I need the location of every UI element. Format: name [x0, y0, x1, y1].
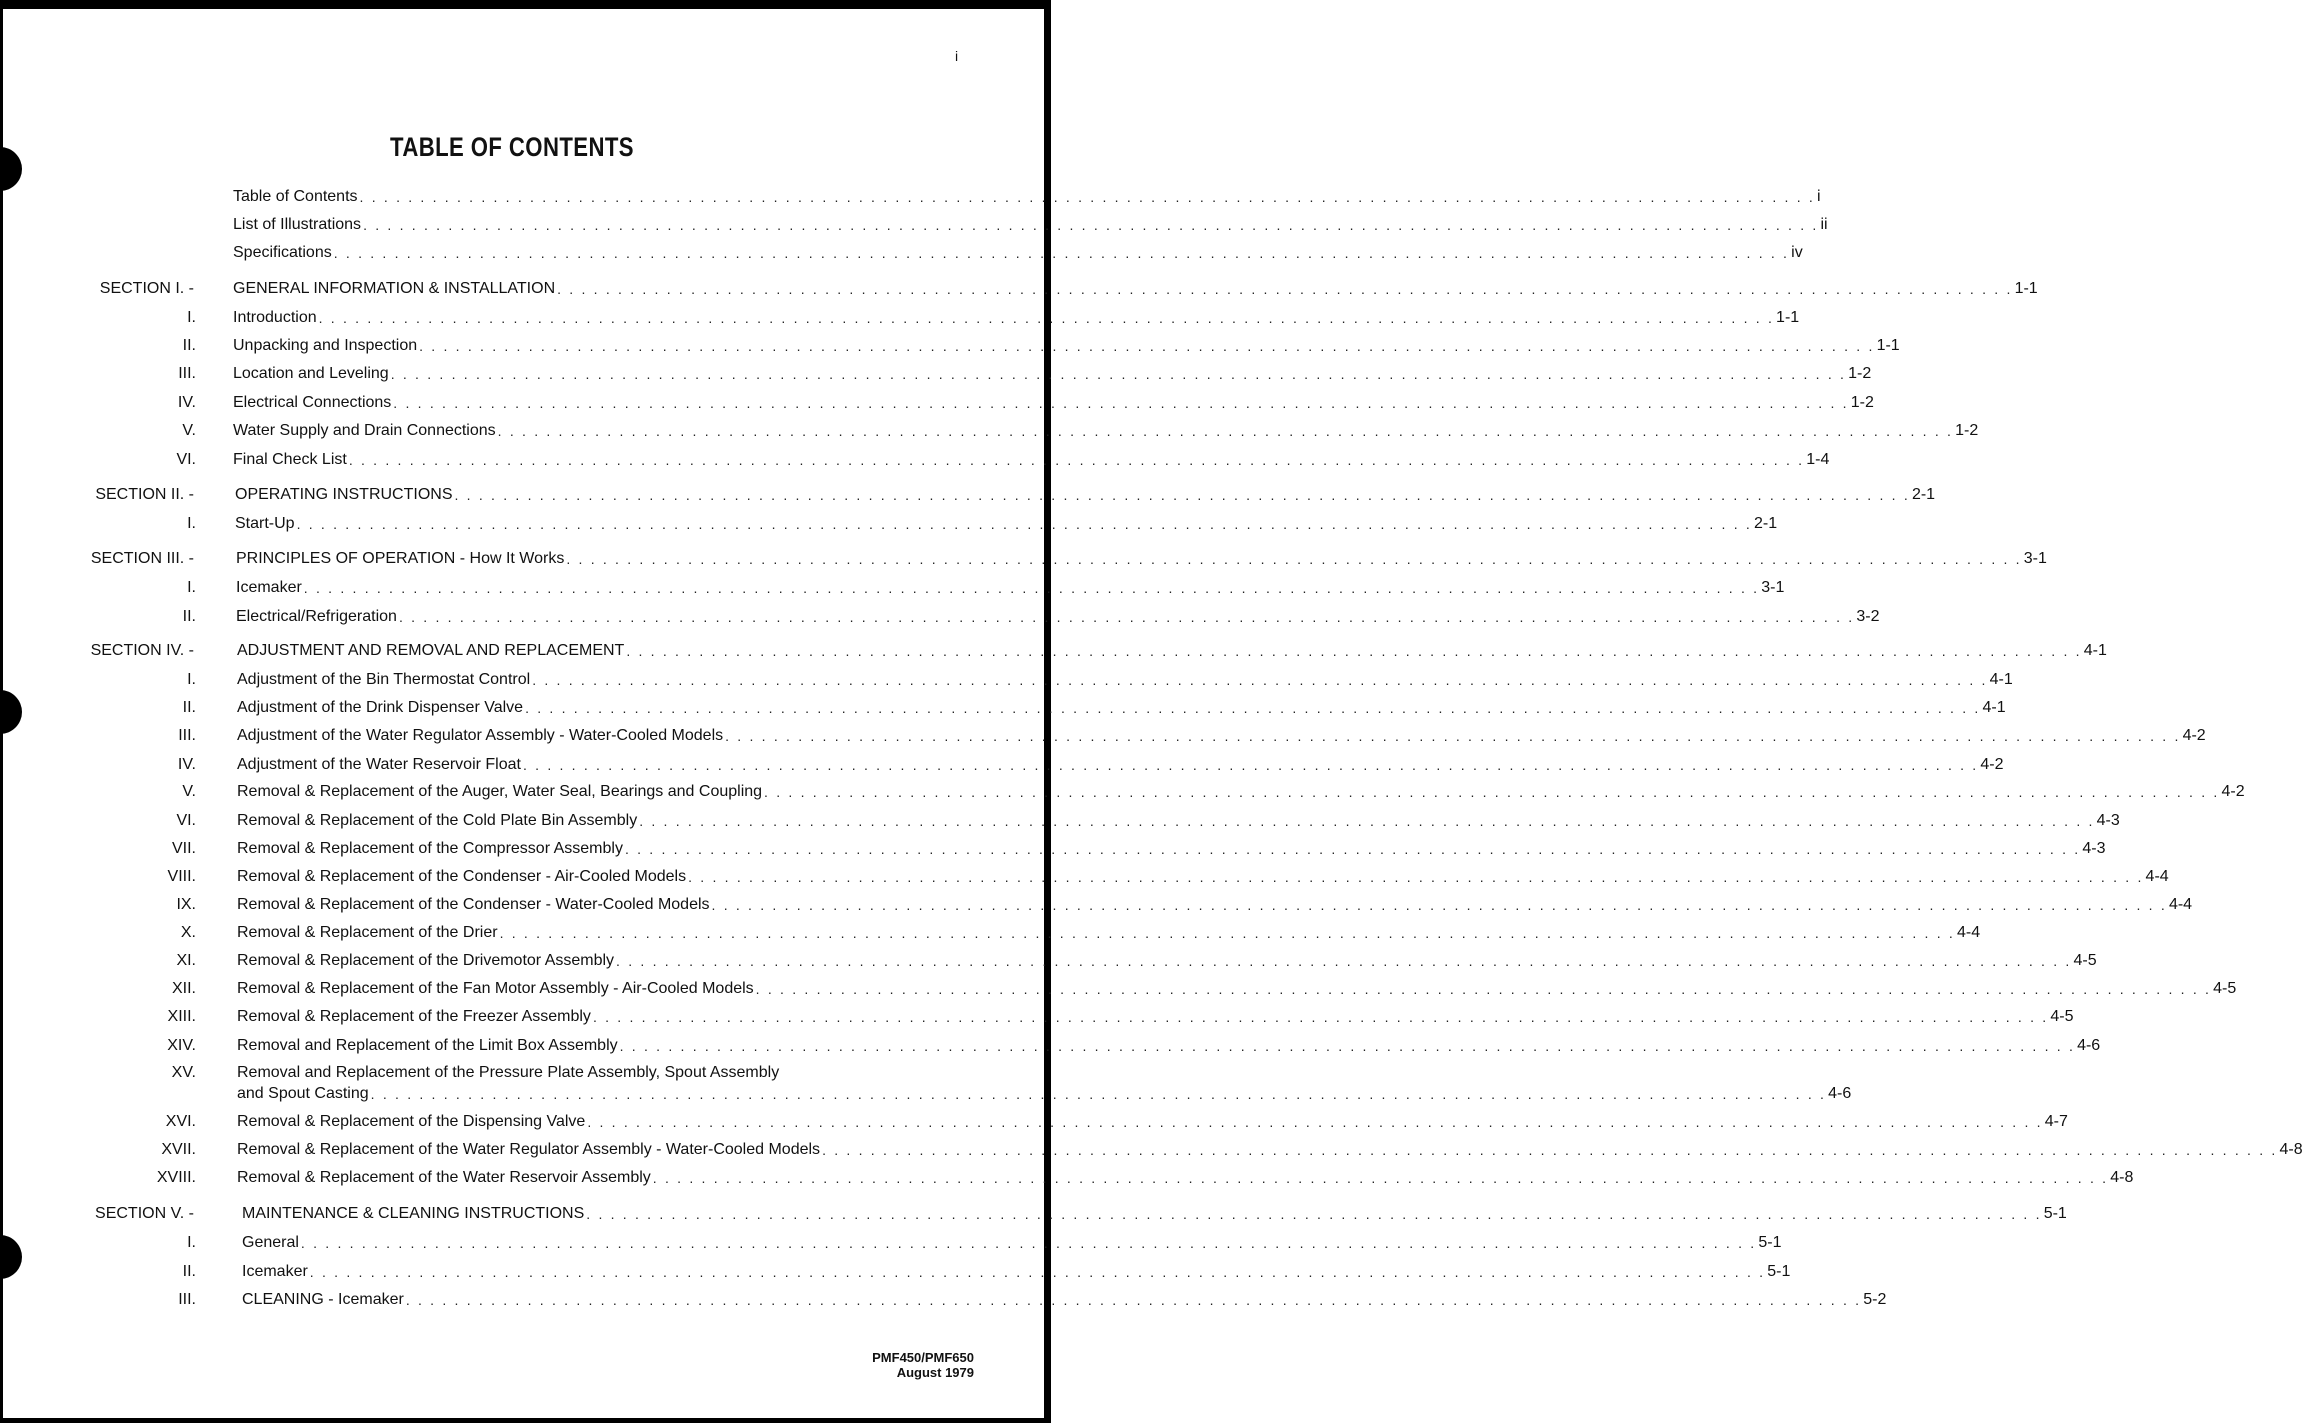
item-label: Adjustment of the Water Regulator Assembly - Water-Cooled Models: [237, 727, 724, 744]
dot-leader: . . . . . . . . . . . . . . . . . . . . . . . . . . . . . . . . . . . . . . . . . . . . . . . . . . . . . . . . . . . . . . . . . . . . . . . . . . . . . . . . . . . . . . . . . . . . . . . . . . . . . . . . . . . . . . . . . . . . . . . .: [303, 580, 1760, 596]
item-page: 4-1: [1989, 671, 2013, 688]
section-label: SECTION IV. -: [90, 642, 194, 659]
section-title-page: 2-1: [1911, 486, 1936, 503]
item-page: 4-4: [2168, 896, 2193, 913]
toc-item-row: [0, 308, 1800, 334]
item-number: I.: [187, 1234, 196, 1251]
item-number: I.: [187, 579, 196, 596]
item-page: 4-8: [2110, 1169, 2134, 1186]
item-entry: [237, 1168, 2134, 1188]
toc-item-row: [0, 514, 1778, 540]
toc-item-row: [0, 450, 1830, 476]
item-page: 4-7: [2044, 1113, 2068, 1130]
item-label: Removal & Replacement of the Freezer Assembly: [237, 1008, 591, 1025]
item-number: XI.: [176, 952, 196, 969]
item-entry: [237, 755, 2004, 775]
item-number: I.: [187, 309, 196, 326]
item-entry: [235, 514, 1778, 534]
dot-leader: . . . . . . . . . . . . . . . . . . . . . . . . . . . . . . . . . . . . . . . . . . . . . . . . . . . . . . . . . . . . . . . . . . . . . . . . . . . . . . . . . . . . . . . . . . . . . . . . . . . . . . . . . . . . . . . . . . . . . . . .: [711, 897, 2167, 913]
item-entry: [233, 450, 1830, 470]
dot-leader: . . . . . . . . . . . . . . . . . . . . . . . . . . . . . . . . . . . . . . . . . . . . . . . . . . . . . . . . . . . . . . . . . . . . . . . . . . . . . . . . . . . . . . . . . . . . . . . . . . . . . . . . . . . . . . . . . . . . . . . .: [363, 217, 1819, 233]
item-page: 5-1: [1767, 1263, 1791, 1280]
toc-row-front-matter: [0, 243, 1803, 269]
item-number: XVI.: [165, 1113, 196, 1130]
section-title-page: 3-1: [2023, 550, 2047, 567]
section-label: SECTION III. -: [90, 550, 194, 567]
item-entry: [237, 1036, 2101, 1056]
dot-leader: . . . . . . . . . . . . . . . . . . . . . . . . . . . . . . . . . . . . . . . . . . . . . . . . . . . . . . . . . . . . . . . . . . . . . . . . . . . . . . . . . . . . . . . . . . . . . . . . . . . . . . . . . . . . . . . . . . . . . . . .: [688, 869, 2144, 885]
item-page: 4-2: [2221, 783, 2245, 800]
toc-item-row: [0, 726, 2206, 752]
item-label: Water Supply and Drain Connections: [233, 422, 496, 439]
toc-item-row: [0, 698, 2006, 724]
item-number: XVIII.: [156, 1169, 196, 1186]
item-label: Adjustment of the Drink Dispenser Valve: [237, 699, 524, 716]
dot-leader: . . . . . . . . . . . . . . . . . . . . . . . . . . . . . . . . . . . . . . . . . . . . . . . . . . . . . . . . . . . . . . . . . . . . . . . . . . . . . . . . . . . . . . . . . . . . . . . . . . . . . . . . . . . . . . . . . . . . . . . .: [755, 981, 2212, 997]
dot-leader: . . . . . . . . . . . . . . . . . . . . . . . . . . . . . . . . . . . . . . . . . . . . . . . . . . . . . . . . . . . . . . . . . . . . . . . . . . . . . . . . . . . . . . . . . . . . . . . . . . . . . . . . . . . . . . . . . . . . . . . .: [499, 925, 1955, 941]
item-number: II.: [182, 608, 196, 625]
item-label: Electrical Connections: [233, 394, 392, 411]
item-entry: [237, 670, 2013, 690]
section-title-label: GENERAL INFORMATION & INSTALLATION: [233, 280, 556, 297]
item-entry: [233, 364, 1872, 384]
toc-item-row: [0, 782, 2245, 808]
toc-item-row: [0, 393, 1874, 419]
toc-item-row: [0, 1063, 1852, 1109]
binder-hole: [0, 147, 22, 191]
item-number: X.: [180, 924, 196, 941]
item-label: Adjustment of the Water Reservoir Float: [237, 756, 521, 773]
section-title-page: 1-1: [2014, 280, 2038, 297]
item-entry: [236, 578, 1785, 598]
front-matter-page: iv: [1791, 244, 1803, 261]
dot-leader: . . . . . . . . . . . . . . . . . . . . . . . . . . . . . . . . . . . . . . . . . . . . . . . . . . . . . . . . . . . . . . . . . . . . . . . . . . . . . . . . . . . . . . . . . . . . . . . . . . . . . . . . . . . . . . . . . . . . . . . .: [566, 551, 2022, 567]
toc-item-row: [0, 1290, 1887, 1316]
toc-item-row: [0, 421, 1979, 447]
toc-item-row: [0, 1140, 2303, 1166]
toc-item-row: [0, 1262, 1791, 1288]
item-entry: [237, 923, 1981, 943]
dot-leader: . . . . . . . . . . . . . . . . . . . . . . . . . . . . . . . . . . . . . . . . . . . . . . . . . . . . . . . . . . . . . . . . . . . . . . . . . . . . . . . . . . . . . . . . . . . . . . . . . . . . . . . . . . . . . . . . . . . . . . . .: [522, 757, 1979, 773]
item-label: Removal & Replacement of the Water Reservoir Assembly: [237, 1169, 651, 1186]
item-page: 5-1: [1758, 1234, 1782, 1251]
scan-edge-top: [0, 0, 1051, 9]
dot-leader: . . . . . . . . . . . . . . . . . . . . . . . . . . . . . . . . . . . . . . . . . . . . . . . . . . . . . . . . . . . . . . . . . . . . . . . . . . . . . . . . . . . . . . . . . . . . . . . . . . . . . . . . . . . . . . . . . . . . . . . .: [587, 1114, 2043, 1130]
item-label: Icemaker: [242, 1263, 308, 1280]
section-title-label: ADJUSTMENT AND REMOVAL AND REPLACEMENT: [237, 642, 625, 659]
item-page: 5-2: [1863, 1291, 1887, 1308]
item-label: General: [242, 1234, 299, 1251]
item-page: 4-6: [2077, 1037, 2101, 1054]
item-entry: [237, 1084, 1852, 1104]
dot-leader: . . . . . . . . . . . . . . . . . . . . . . . . . . . . . . . . . . . . . . . . . . . . . . . . . . . . . . . . . . . . . . . . . . . . . . . . . . . . . . . . . . . . . . . . . . . . . . . . . . . . . . . . . . . . . . . . . . . . . . . .: [764, 784, 2220, 800]
item-page: 1-4: [1806, 451, 1830, 468]
toc-section-row: [0, 641, 2107, 667]
section-title-entry: [242, 1204, 2067, 1224]
dot-leader: . . . . . . . . . . . . . . . . . . . . . . . . . . . . . . . . . . . . . . . . . . . . . . . . . . . . . . . . . . . . . . . . . . . . . . . . . . . . . . . . . . . . . . . . . . . . . . . . . . . . . . . . . . . . . . . . . . . . . . . .: [398, 609, 1855, 625]
item-number: XII.: [171, 980, 196, 997]
toc-item-row: [0, 1168, 2134, 1194]
scan-edge-bottom: [0, 1418, 1051, 1423]
dot-leader: . . . . . . . . . . . . . . . . . . . . . . . . . . . . . . . . . . . . . . . . . . . . . . . . . . . . . . . . . . . . . . . . . . . . . . . . . . . . . . . . . . . . . . . . . . . . . . . . . . . . . . . . . . . . . . . . . . . . . . . .: [639, 813, 2095, 829]
toc-item-row: [0, 839, 2106, 865]
footer-date: August 1979: [896, 1365, 974, 1380]
item-page: 1-2: [1955, 422, 1979, 439]
front-matter-entry: [233, 187, 1821, 207]
item-label: Location and Leveling: [233, 365, 389, 382]
item-label: Icemaker: [236, 579, 302, 596]
section-title-page: 4-1: [2083, 642, 2107, 659]
dot-leader: . . . . . . . . . . . . . . . . . . . . . . . . . . . . . . . . . . . . . . . . . . . . . . . . . . . . . . . . . . . . . . . . . . . . . . . . . . . . . . . . . . . . . . . . . . . . . . . . . . . . . . . . . . . . . . . . . . . . . . . .: [333, 245, 1790, 261]
item-page: 3-2: [1856, 608, 1880, 625]
item-label: Removal & Replacement of the Dispensing Valve: [237, 1113, 586, 1130]
section-title-entry: [235, 485, 1936, 505]
item-number: III.: [178, 1291, 196, 1308]
item-number: I.: [187, 671, 196, 688]
dot-leader: . . . . . . . . . . . . . . . . . . . . . . . . . . . . . . . . . . . . . . . . . . . . . . . . . . . . . . . . . . . . . . . . . . . . . . . . . . . . . . . . . . . . . . . . . . . . . . . . . . . . . . . . . . . . . . . . . . . . . . . .: [393, 395, 1849, 411]
toc-item-row: [0, 364, 1872, 390]
item-page: 4-3: [2096, 812, 2120, 829]
toc-item-row: [0, 895, 2193, 921]
section-title-label: MAINTENANCE & CLEANING INSTRUCTIONS: [242, 1205, 585, 1222]
item-entry: [237, 951, 2097, 971]
item-label: Removal & Replacement of the Condenser - Water-Cooled Models: [237, 896, 710, 913]
toc-item-row: [0, 811, 2120, 837]
item-number: XVII.: [161, 1141, 196, 1158]
item-label: Removal and Replacement of the Limit Box Assembly: [237, 1037, 618, 1054]
toc-item-row: [0, 979, 2237, 1005]
item-page: 4-5: [2073, 952, 2097, 969]
dot-leader: . . . . . . . . . . . . . . . . . . . . . . . . . . . . . . . . . . . . . . . . . . . . . . . . . . . . . . . . . . . . . . . . . . . . . . . . . . . . . . . . . . . . . . . . . . . . . . . . . . . . . . . . . . . . . . . . . . . . . . . .: [454, 487, 1910, 503]
toc-item-row: [0, 755, 2004, 781]
item-page: 4-6: [1828, 1085, 1852, 1102]
item-page: 4-5: [2213, 980, 2237, 997]
dot-leader: . . . . . . . . . . . . . . . . . . . . . . . . . . . . . . . . . . . . . . . . . . . . . . . . . . . . . . . . . . . . . . . . . . . . . . . . . . . . . . . . . . . . . . . . . . . . . . . . . . . . . . . . . . . . . . . . . . . . . . . .: [822, 1142, 2278, 1158]
dot-leader: . . . . . . . . . . . . . . . . . . . . . . . . . . . . . . . . . . . . . . . . . . . . . . . . . . . . . . . . . . . . . . . . . . . . . . . . . . . . . . . . . . . . . . . . . . . . . . . . . . . . . . . . . . . . . . . . . . . . . . . .: [370, 1086, 1827, 1102]
dot-leader: . . . . . . . . . . . . . . . . . . . . . . . . . . . . . . . . . . . . . . . . . . . . . . . . . . . . . . . . . . . . . . . . . . . . . . . . . . . . . . . . . . . . . . . . . . . . . . . . . . . . . . . . . . . . . . . . . . . . . . . .: [390, 366, 1847, 382]
item-entry: [242, 1233, 1782, 1253]
item-label: Electrical/Refrigeration: [236, 608, 397, 625]
dot-leader: . . . . . . . . . . . . . . . . . . . . . . . . . . . . . . . . . . . . . . . . . . . . . . . . . . . . . . . . . . . . . . . . . . . . . . . . . . . . . . . . . . . . . . . . . . . . . . . . . . . . . . . . . . . . . . . . . . . . . . . .: [405, 1292, 1862, 1308]
item-number: II.: [182, 337, 196, 354]
toc-item-row: [0, 1233, 1782, 1259]
dot-leader: . . . . . . . . . . . . . . . . . . . . . . . . . . . . . . . . . . . . . . . . . . . . . . . . . . . . . . . . . . . . . . . . . . . . . . . . . . . . . . . . . . . . . . . . . . . . . . . . . . . . . . . . . . . . . . . . . . . . . . . .: [296, 516, 1753, 532]
dot-leader: . . . . . . . . . . . . . . . . . . . . . . . . . . . . . . . . . . . . . . . . . . . . . . . . . . . . . . . . . . . . . . . . . . . . . . . . . . . . . . . . . . . . . . . . . . . . . . . . . . . . . . . . . . . . . . . . . . . . . . . .: [532, 672, 1988, 688]
item-number: XV.: [171, 1064, 196, 1081]
dot-leader: . . . . . . . . . . . . . . . . . . . . . . . . . . . . . . . . . . . . . . . . . . . . . . . . . . . . . . . . . . . . . . . . . . . . . . . . . . . . . . . . . . . . . . . . . . . . . . . . . . . . . . . . . . . . . . . . . . . . . . . .: [616, 953, 2072, 969]
item-entry: [242, 1262, 1791, 1282]
section-label: SECTION V. -: [95, 1205, 194, 1222]
front-matter-label: Specifications: [233, 244, 332, 261]
item-label: Removal & Replacement of the Water Regulator Assembly - Water-Cooled Models: [237, 1141, 821, 1158]
item-page: 1-2: [1848, 365, 1872, 382]
toc-item-row: [0, 1036, 2101, 1062]
section-title-entry: [237, 641, 2107, 661]
item-label: Start-Up: [235, 515, 295, 532]
item-entry: [237, 1112, 2068, 1132]
item-page: 1-1: [1876, 337, 1900, 354]
item-page: 4-3: [2082, 840, 2106, 857]
item-page: 4-8: [2279, 1141, 2303, 1158]
toc-item-row: [0, 1007, 2074, 1033]
toc-item-row: [0, 951, 2097, 977]
dot-leader: . . . . . . . . . . . . . . . . . . . . . . . . . . . . . . . . . . . . . . . . . . . . . . . . . . . . . . . . . . . . . . . . . . . . . . . . . . . . . . . . . . . . . . . . . . . . . . . . . . . . . . . . . . . . . . . . . . . . . . . .: [592, 1009, 2049, 1025]
item-entry: [237, 1007, 2074, 1027]
dot-leader: . . . . . . . . . . . . . . . . . . . . . . . . . . . . . . . . . . . . . . . . . . . . . . . . . . . . . . . . . . . . . . . . . . . . . . . . . . . . . . . . . . . . . . . . . . . . . . . . . . . . . . . . . . . . . . . . . . . . . . . .: [525, 700, 1981, 716]
item-page: 1-2: [1850, 394, 1874, 411]
item-label: Removal & Replacement of the Drier: [237, 924, 498, 941]
section-label: SECTION II. -: [95, 486, 194, 503]
item-number: XIII.: [167, 1008, 196, 1025]
dot-leader: . . . . . . . . . . . . . . . . . . . . . . . . . . . . . . . . . . . . . . . . . . . . . . . . . . . . . . . . . . . . . . . . . . . . . . . . . . . . . . . . . . . . . . . . . . . . . . . . . . . . . . . . . . . . . . . . . . . . . . . .: [586, 1206, 2042, 1222]
item-number: IV.: [177, 756, 196, 773]
dot-leader: . . . . . . . . . . . . . . . . . . . . . . . . . . . . . . . . . . . . . . . . . . . . . . . . . . . . . . . . . . . . . . . . . . . . . . . . . . . . . . . . . . . . . . . . . . . . . . . . . . . . . . . . . . . . . . . . . . . . . . . .: [318, 310, 1775, 326]
page-title: TABLE OF CONTENTS: [390, 132, 634, 162]
toc-item-row: [0, 336, 1900, 362]
item-entry: [233, 336, 1900, 356]
item-number: VI.: [176, 451, 196, 468]
item-page: 4-4: [2145, 868, 2169, 885]
item-label: Removal & Replacement of the Cold Plate Bin Assembly: [237, 812, 638, 829]
item-label: Adjustment of the Bin Thermostat Control: [237, 671, 531, 688]
dot-leader: . . . . . . . . . . . . . . . . . . . . . . . . . . . . . . . . . . . . . . . . . . . . . . . . . . . . . . . . . . . . . . . . . . . . . . . . . . . . . . . . . . . . . . . . . . . . . . . . . . . . . . . . . . . . . . . . . . . . . . . .: [725, 728, 2181, 744]
dot-leader: . . . . . . . . . . . . . . . . . . . . . . . . . . . . . . . . . . . . . . . . . . . . . . . . . . . . . . . . . . . . . . . . . . . . . . . . . . . . . . . . . . . . . . . . . . . . . . . . . . . . . . . . . . . . . . . . . . . . . . . .: [624, 841, 2081, 857]
page-number: i: [955, 48, 959, 64]
dot-leader: . . . . . . . . . . . . . . . . . . . . . . . . . . . . . . . . . . . . . . . . . . . . . . . . . . . . . . . . . . . . . . . . . . . . . . . . . . . . . . . . . . . . . . . . . . . . . . . . . . . . . . . . . . . . . . . . . . . . . . . .: [652, 1170, 2109, 1186]
item-entry: [237, 867, 2169, 887]
section-title-entry: [233, 279, 2038, 299]
item-entry: [242, 1290, 1887, 1310]
front-matter-label: List of Illustrations: [233, 216, 362, 233]
item-label: Removal & Replacement of the Fan Motor Assembly - Air-Cooled Models: [237, 980, 754, 997]
item-number: I.: [187, 515, 196, 532]
dot-leader: . . . . . . . . . . . . . . . . . . . . . . . . . . . . . . . . . . . . . . . . . . . . . . . . . . . . . . . . . . . . . . . . . . . . . . . . . . . . . . . . . . . . . . . . . . . . . . . . . . . . . . . . . . . . . . . . . . . . . . . .: [626, 643, 2082, 659]
toc-item-row: [0, 578, 1785, 604]
item-label: Removal & Replacement of the Condenser - Air-Cooled Models: [237, 868, 687, 885]
item-entry: [237, 979, 2237, 999]
dot-leader: . . . . . . . . . . . . . . . . . . . . . . . . . . . . . . . . . . . . . . . . . . . . . . . . . . . . . . . . . . . . . . . . . . . . . . . . . . . . . . . . . . . . . . . . . . . . . . . . . . . . . . . . . . . . . . . . . . . . . . . .: [300, 1235, 1757, 1251]
section-title-page: 5-1: [2043, 1205, 2067, 1222]
footer: [838, 1350, 974, 1380]
item-number: VII.: [171, 840, 196, 857]
item-number: III.: [178, 365, 196, 382]
item-number: II.: [182, 1263, 196, 1280]
item-number: III.: [178, 727, 196, 744]
dot-leader: . . . . . . . . . . . . . . . . . . . . . . . . . . . . . . . . . . . . . . . . . . . . . . . . . . . . . . . . . . . . . . . . . . . . . . . . . . . . . . . . . . . . . . . . . . . . . . . . . . . . . . . . . . . . . . . . . . . . . . . .: [419, 338, 1875, 354]
item-page: 1-1: [1776, 309, 1800, 326]
item-entry: [233, 393, 1874, 413]
dot-leader: . . . . . . . . . . . . . . . . . . . . . . . . . . . . . . . . . . . . . . . . . . . . . . . . . . . . . . . . . . . . . . . . . . . . . . . . . . . . . . . . . . . . . . . . . . . . . . . . . . . . . . . . . . . . . . . . . . . . . . . .: [619, 1038, 2076, 1054]
section-title-label: PRINCIPLES OF OPERATION - How It Works: [236, 550, 565, 567]
item-number: IX.: [176, 896, 196, 913]
footer-model: PMF450/PMF650: [872, 1350, 974, 1365]
toc-row-front-matter: [0, 215, 1828, 241]
toc-section-row: [0, 1204, 2067, 1230]
item-number: IV.: [177, 394, 196, 411]
item-number: II.: [182, 699, 196, 716]
dot-leader: . . . . . . . . . . . . . . . . . . . . . . . . . . . . . . . . . . . . . . . . . . . . . . . . . . . . . . . . . . . . . . . . . . . . . . . . . . . . . . . . . . . . . . . . . . . . . . . . . . . . . . . . . . . . . . . . . . . . . . . .: [359, 189, 1815, 205]
front-matter-page: i: [1816, 188, 1821, 205]
item-number: VI.: [176, 812, 196, 829]
item-page: 4-5: [2050, 1008, 2074, 1025]
toc-item-row: [0, 867, 2169, 893]
item-number: VIII.: [167, 868, 196, 885]
item-label: Unpacking and Inspection: [233, 337, 418, 354]
item-label: Introduction: [233, 309, 317, 326]
front-matter-entry: [233, 215, 1828, 235]
toc-section-row: [0, 549, 2047, 575]
item-page: 3-1: [1761, 579, 1785, 596]
toc-item-row: [0, 607, 1880, 633]
item-number: V.: [182, 422, 196, 439]
section-title-entry: [236, 549, 2047, 569]
dot-leader: . . . . . . . . . . . . . . . . . . . . . . . . . . . . . . . . . . . . . . . . . . . . . . . . . . . . . . . . . . . . . . . . . . . . . . . . . . . . . . . . . . . . . . . . . . . . . . . . . . . . . . . . . . . . . . . . . . . . . . . .: [348, 452, 1805, 468]
item-page: 4-2: [2182, 727, 2206, 744]
item-page: 2-1: [1754, 515, 1778, 532]
dot-leader: . . . . . . . . . . . . . . . . . . . . . . . . . . . . . . . . . . . . . . . . . . . . . . . . . . . . . . . . . . . . . . . . . . . . . . . . . . . . . . . . . . . . . . . . . . . . . . . . . . . . . . . . . . . . . . . . . . . . . . . .: [497, 423, 1954, 439]
item-entry: [233, 421, 1979, 441]
item-entry: [236, 607, 1880, 627]
toc-item-row: [0, 1112, 2068, 1138]
item-label: Removal & Replacement of the Auger, Water Seal, Bearings and Coupling: [237, 783, 763, 800]
item-label: CLEANING - Icemaker: [242, 1291, 404, 1308]
item-entry: [237, 811, 2120, 831]
item-label: Final Check List: [233, 451, 347, 468]
toc-row-front-matter: [0, 187, 1821, 213]
toc-item-row: [0, 670, 2013, 696]
dot-leader: . . . . . . . . . . . . . . . . . . . . . . . . . . . . . . . . . . . . . . . . . . . . . . . . . . . . . . . . . . . . . . . . . . . . . . . . . . . . . . . . . . . . . . . . . . . . . . . . . . . . . . . . . . . . . . . . . . . . . . . .: [309, 1264, 1766, 1280]
item-entry: [237, 726, 2206, 746]
front-matter-entry: [233, 243, 1803, 263]
item-entry: [237, 839, 2106, 859]
item-entry: [237, 1140, 2303, 1160]
item-number: XIV.: [167, 1037, 196, 1054]
dot-leader: . . . . . . . . . . . . . . . . . . . . . . . . . . . . . . . . . . . . . . . . . . . . . . . . . . . . . . . . . . . . . . . . . . . . . . . . . . . . . . . . . . . . . . . . . . . . . . . . . . . . . . . . . . . . . . . . . . . . . . . .: [557, 281, 2013, 297]
item-label-line1: Removal and Replacement of the Pressure Plate Assembly, Spout Assembly: [237, 1064, 780, 1081]
front-matter-page: ii: [1820, 216, 1828, 233]
item-number: V.: [182, 783, 196, 800]
toc-section-row: [0, 279, 2038, 305]
item-page: 4-2: [1980, 756, 2004, 773]
item-label: Removal & Replacement of the Drivemotor Assembly: [237, 952, 615, 969]
item-label: and Spout Casting: [237, 1085, 369, 1102]
section-label: SECTION I. -: [99, 280, 194, 297]
item-entry: [233, 308, 1800, 328]
item-entry: [237, 698, 2006, 718]
item-page: 4-1: [1982, 699, 2006, 716]
item-page: 4-4: [1957, 924, 1981, 941]
item-entry: [237, 782, 2245, 802]
item-label: Removal & Replacement of the Compressor Assembly: [237, 840, 623, 857]
item-entry: [237, 895, 2193, 915]
toc-section-row: [0, 485, 1936, 511]
section-title-label: OPERATING INSTRUCTIONS: [235, 486, 453, 503]
toc-item-row: [0, 923, 1981, 949]
front-matter-label: Table of Contents: [233, 188, 358, 205]
